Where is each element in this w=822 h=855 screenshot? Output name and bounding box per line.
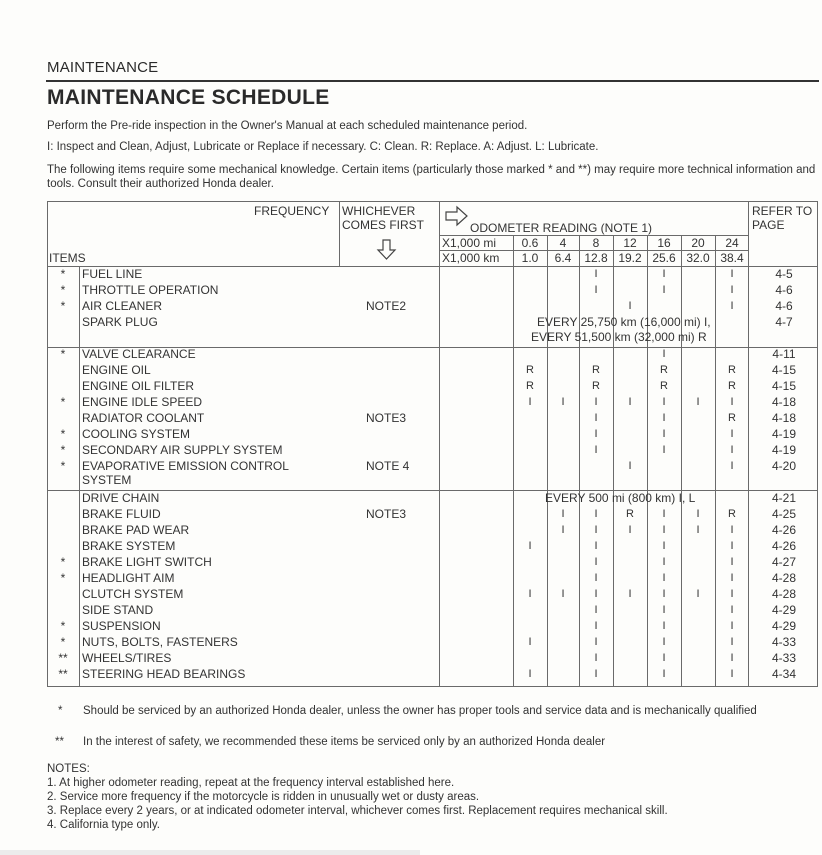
row-mark-cell: I [628, 396, 632, 408]
row-mark: ** [58, 651, 68, 665]
mi-value: 24 [725, 236, 739, 250]
row-mark: * [60, 395, 66, 409]
row-page: 4-20 [771, 459, 797, 473]
row-page: 4-29 [771, 619, 797, 633]
note-2: 2. Service more frequency if the motorcycle is ridden in unusually wet or dusty areas. [47, 791, 480, 803]
row-mark-cell: I [662, 524, 666, 536]
row-note: NOTE2 [366, 299, 407, 313]
row-mark-cell: I [594, 428, 598, 440]
row-mark-cell: I [662, 540, 666, 552]
row-page: 4-5 [775, 267, 793, 281]
row-mark-cell: I [594, 396, 598, 408]
row-mark-cell: I [730, 540, 734, 552]
row-page: 4-11 [772, 347, 796, 361]
row-item: RADIATOR COOLANT [82, 411, 205, 425]
row-mark-cell: I [730, 428, 734, 440]
row-item: SECONDARY AIR SUPPLY SYSTEM [82, 443, 283, 457]
row-page: 4-6 [775, 283, 793, 297]
note-4: 4. California type only. [47, 819, 160, 831]
row-mark-cell: I [594, 668, 598, 680]
row-mark-cell: I [594, 524, 598, 536]
row-mark-cell: R [728, 412, 736, 424]
row-mark-cell: I [730, 556, 734, 568]
section-heading: MAINTENANCE [47, 59, 159, 76]
row-mark-cell: I [561, 588, 565, 600]
km-value: 19.2 [618, 251, 642, 265]
row-mark: * [60, 299, 66, 313]
row-mark: * [60, 619, 66, 633]
row-item: DRIVE CHAIN [82, 491, 160, 505]
row-mark-cell: I [662, 572, 666, 584]
row-mark: ** [58, 667, 68, 681]
row-mark-cell: I [696, 396, 700, 408]
row-mark-cell: I [662, 652, 666, 664]
row-mark-cell: I [594, 636, 598, 648]
knowledge-note: The following items require some mechanical knowledge. Certain items (particularly those marked * and **) may require more technical information and tools. Consult their authorized Honda dealer. [47, 164, 816, 190]
intro-text: Perform the Pre-ride inspection in the Owner's Manual at each scheduled maintenance period. [47, 120, 528, 132]
footnote-star-mark: * [58, 705, 63, 717]
row-mark-cell: I [730, 620, 734, 632]
note-3: 3. Replace every 2 years, or at indicated odometer interval, whichever comes first. Replacement requires mechanical skill. [47, 805, 668, 817]
row-mark-cell: I [528, 668, 532, 680]
mi-value: 20 [691, 236, 705, 250]
row-mark-cell: I [628, 460, 632, 472]
row-mark-cell: I [662, 508, 666, 520]
row-mark-cell: R [592, 380, 600, 392]
row-page: 4-28 [771, 587, 797, 601]
row-mark-cell: R [526, 380, 534, 392]
row-item: SIDE STAND [82, 603, 154, 617]
row-mark-cell: I [662, 396, 666, 408]
note-1: 1. At higher odometer reading, repeat at the frequency interval established here. [47, 777, 455, 789]
row-mark-cell: I [696, 508, 700, 520]
row-page: 4-15 [771, 379, 797, 393]
row-page: 4-26 [771, 523, 797, 537]
row-mark-cell: I [594, 620, 598, 632]
row-mark-cell: I [662, 620, 666, 632]
row-mark-cell: I [594, 444, 598, 456]
row-note: NOTE3 [366, 411, 407, 425]
row-mark-cell: I [628, 300, 632, 312]
km-value: 6.4 [554, 251, 572, 265]
row-item: BRAKE SYSTEM [82, 539, 176, 553]
row-item-cont: SYSTEM [82, 473, 132, 487]
whichever-label-1: WHICHEVER [342, 204, 416, 218]
refer-label-1: REFER TO [752, 204, 813, 218]
row-mark-cell: I [730, 300, 734, 312]
row-item: ENGINE OIL [82, 363, 151, 377]
row-mark: * [60, 267, 66, 281]
row-mark-cell: I [528, 396, 532, 408]
row-mark-cell: I [696, 588, 700, 600]
mi-value: 0.6 [521, 236, 539, 250]
row-page: 4-7 [775, 315, 793, 329]
row-mark-cell: I [662, 412, 666, 424]
footnote-star: Should be serviced by an authorized Honda dealer, unless the owner has proper tools and service data and is mechanically qualified [83, 705, 757, 717]
row-mark-cell: I [662, 268, 666, 280]
row-mark: * [60, 459, 66, 473]
row-item: VALVE CLEARANCE [82, 347, 196, 361]
row-mark-cell: I [594, 572, 598, 584]
row-mark-cell: I [662, 604, 666, 616]
row-mark-cell: R [592, 364, 600, 376]
row-page: 4-15 [771, 363, 797, 377]
row-mark-cell: R [728, 380, 736, 392]
row-mark-cell: I [594, 588, 598, 600]
arrow-down-icon [378, 240, 395, 259]
row-item: ENGINE IDLE SPEED [82, 395, 203, 409]
row-mark: * [60, 283, 66, 297]
row-page: 4-6 [775, 299, 793, 313]
row-page: 4-18 [771, 395, 797, 409]
row-mark-cell: I [528, 636, 532, 648]
row-item: THROTTLE OPERATION [82, 283, 219, 297]
row-mark: * [60, 571, 66, 585]
row-mark-cell: I [528, 588, 532, 600]
row-item: BRAKE FLUID [82, 507, 161, 521]
row-mark: * [60, 427, 66, 441]
row-mark-cell: I [730, 444, 734, 456]
row-mark-cell: I [730, 268, 734, 280]
row-item: EVAPORATIVE EMISSION CONTROL [82, 459, 289, 473]
row-page: 4-33 [771, 651, 797, 665]
row-mark-cell: I [594, 540, 598, 552]
mi-value: 4 [559, 236, 567, 250]
row-mark-cell: I [662, 348, 666, 360]
frequency-label: FREQUENCY [254, 204, 330, 218]
mi-value: 16 [657, 236, 671, 250]
row-mark-cell: I [730, 636, 734, 648]
row-mark-cell: I [730, 572, 734, 584]
mi-value: 12 [623, 236, 637, 250]
row-item: ENGINE OIL FILTER [82, 379, 195, 393]
row-mark-cell: I [730, 284, 734, 296]
mi-value: 8 [592, 236, 600, 250]
row-item: BRAKE LIGHT SWITCH [82, 555, 212, 569]
row-page: 4-25 [771, 507, 797, 521]
footnote-dstar: In the interest of safety, we recommended these items be serviced only by an authorized Honda dealer [83, 736, 606, 748]
row-page: 4-19 [771, 427, 797, 441]
row-mark-cell: I [662, 428, 666, 440]
unit-km: X1,000 km [442, 251, 500, 265]
legend-text: I: Inspect and Clean, Adjust, Lubricate or Replace if necessary. C: Clean. R: Replace. A: Adjust. L: Lubricate. [47, 141, 599, 153]
section-rule [46, 80, 819, 82]
row-mark-cell: I [730, 396, 734, 408]
refer-label-2: PAGE [752, 218, 785, 232]
page-title: MAINTENANCE SCHEDULE [47, 86, 330, 109]
row-mark-cell: R [728, 508, 736, 520]
row-mark-cell: I [528, 540, 532, 552]
odometer-label: ODOMETER READING (NOTE 1) [470, 221, 653, 235]
row-item: BRAKE PAD WEAR [82, 523, 190, 537]
km-value: 12.8 [584, 251, 608, 265]
row-mark: * [60, 443, 66, 457]
row-mark-cell: I [730, 588, 734, 600]
row-mark: * [60, 347, 66, 361]
row-mark-cell: I [730, 460, 734, 472]
row-page: 4-26 [771, 539, 797, 553]
row-item: HEADLIGHT AIM [82, 571, 175, 585]
row-mark-cell: I [730, 524, 734, 536]
row-mark-cell: R [660, 364, 668, 376]
row-page: 4-29 [771, 603, 797, 617]
km-value: 32.0 [686, 251, 710, 265]
row-mark-cell: I [594, 508, 598, 520]
km-value: 38.4 [720, 251, 744, 265]
row-note: NOTE 4 [366, 459, 410, 473]
row-mark-cell: I [730, 668, 734, 680]
row-item: NUTS, BOLTS, FASTENERS [82, 635, 238, 649]
notes-heading: NOTES: [47, 763, 90, 775]
arrow-right-icon [446, 207, 467, 225]
row-mark-cell: I [594, 268, 598, 280]
row-mark-cell: I [662, 636, 666, 648]
row-interval: EVERY 25,750 km (16,000 mi) I, [537, 315, 711, 329]
row-page: 4-18 [771, 411, 797, 425]
row-item: STEERING HEAD BEARINGS [82, 667, 246, 681]
row-mark-cell: R [728, 364, 736, 376]
row-mark-cell: I [628, 524, 632, 536]
row-mark-cell: I [594, 652, 598, 664]
row-page: 4-19 [771, 443, 797, 457]
row-note: NOTE3 [366, 507, 407, 521]
row-page: 4-28 [771, 571, 797, 585]
row-mark-cell: I [662, 444, 666, 456]
row-mark-cell: I [594, 412, 598, 424]
row-mark-cell: I [662, 556, 666, 568]
whichever-label-2: COMES FIRST [342, 218, 425, 232]
row-mark-cell: I [662, 668, 666, 680]
row-page: 4-34 [771, 667, 797, 681]
row-mark-cell: I [561, 396, 565, 408]
row-mark: * [60, 635, 66, 649]
footnote-dstar-mark: ** [55, 736, 64, 748]
row-mark-cell: I [561, 524, 565, 536]
row-mark-cell: I [730, 652, 734, 664]
row-mark-cell: I [662, 588, 666, 600]
row-mark-cell: R [526, 364, 534, 376]
row-item: SPARK PLUG [82, 315, 158, 329]
row-interval: EVERY 500 mi (800 km) I, L [545, 491, 696, 505]
row-item: COOLING SYSTEM [82, 427, 191, 441]
row-item: SUSPENSION [82, 619, 161, 633]
km-value: 1.0 [521, 251, 539, 265]
row-mark-cell: I [594, 556, 598, 568]
row-item: CLUTCH SYSTEM [82, 587, 184, 601]
row-item: WHEELS/TIRES [82, 651, 172, 665]
row-mark-cell: I [561, 508, 565, 520]
row-mark-cell: I [628, 588, 632, 600]
row-page: 4-21 [771, 491, 797, 505]
row-page: 4-33 [771, 635, 797, 649]
row-item: AIR CLEANER [82, 299, 163, 313]
row-mark: * [60, 555, 66, 569]
row-mark-cell: R [660, 380, 668, 392]
row-item: FUEL LINE [82, 267, 143, 281]
row-mark-cell: I [594, 604, 598, 616]
km-value: 25.6 [652, 251, 676, 265]
items-label: ITEMS [49, 251, 86, 265]
row-mark-cell: I [730, 604, 734, 616]
row-mark-cell: I [696, 524, 700, 536]
row-page: 4-27 [771, 555, 797, 569]
unit-mi: X1,000 mi [442, 236, 497, 250]
bottom-scroll-strip [0, 850, 420, 855]
row-mark-cell: R [626, 508, 634, 520]
row-interval-2: EVERY 51,500 km (32,000 mi) R [531, 330, 707, 344]
row-mark-cell: I [594, 284, 598, 296]
row-mark-cell: I [662, 284, 666, 296]
